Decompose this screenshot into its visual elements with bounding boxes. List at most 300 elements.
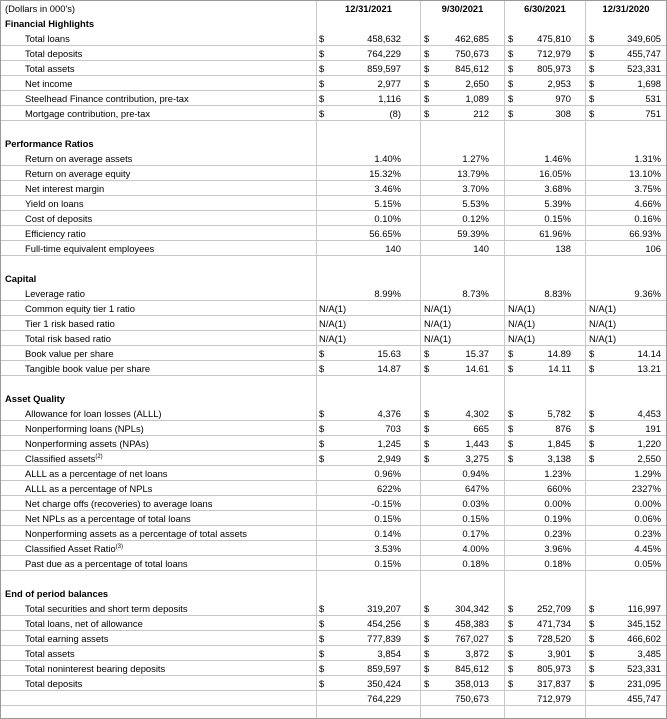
dollar-sign: $: [319, 633, 325, 644]
cell-value: 703: [385, 423, 401, 434]
row-label-text: Allowance for loan losses (ALLL): [25, 408, 162, 419]
row-label: [25, 556, 188, 571]
row-label: [25, 106, 150, 121]
section-title: Asset Quality: [5, 393, 65, 404]
dollar-sign: $: [424, 438, 430, 449]
dollar-sign: $: [319, 663, 325, 674]
table-row: [1, 496, 666, 511]
cell-na: N/A(1): [508, 333, 536, 344]
dollar-sign: $: [589, 348, 595, 359]
cell-value: 466,602: [627, 633, 661, 644]
cell-value: 4.00%: [462, 543, 489, 554]
dollar-sign: $: [589, 78, 595, 89]
cell-value: 523,331: [627, 63, 661, 74]
section-header-row: [1, 16, 666, 31]
row-label: [25, 676, 82, 691]
row-label: [25, 241, 154, 256]
cell-value: 14.61: [465, 363, 489, 374]
row-label: [25, 286, 85, 301]
cell-value: 751: [645, 108, 661, 119]
cell-value: 0.23%: [634, 528, 661, 539]
dollar-sign: $: [589, 453, 595, 464]
dollar-sign: $: [319, 408, 325, 419]
cell-value: 0.15%: [544, 213, 571, 224]
row-label: [25, 511, 191, 526]
dollar-sign: $: [424, 603, 430, 614]
cell-na: N/A(1): [589, 318, 617, 329]
dollar-sign: $: [508, 348, 514, 359]
dollar-sign: $: [508, 363, 514, 374]
dollar-sign: $: [589, 678, 595, 689]
dollar-sign: $: [319, 63, 325, 74]
cell-value: 455,747: [627, 693, 661, 704]
table-row: [1, 481, 666, 496]
cell-value: 2,550: [637, 453, 661, 464]
cell-value: 319,207: [367, 603, 401, 614]
cell-na: N/A(1): [508, 318, 536, 329]
table-row: [1, 511, 666, 526]
cell-value: 4,302: [465, 408, 489, 419]
row-label: [25, 436, 149, 451]
table-row: [1, 106, 666, 121]
dollar-sign: $: [424, 363, 430, 374]
table-row: [1, 361, 666, 376]
table-row: [1, 616, 666, 631]
column-divider: [420, 1, 421, 718]
cell-value: 0.96%: [374, 468, 401, 479]
cell-value: 622%: [377, 483, 401, 494]
dollar-sign: $: [424, 423, 430, 434]
row-label-text: Total earning assets: [25, 633, 109, 644]
row-label: [25, 346, 114, 361]
dollar-sign: $: [319, 93, 325, 104]
cell-value: 4.45%: [634, 543, 661, 554]
cell-value: 712,979: [537, 48, 571, 59]
column-divider: [504, 1, 505, 718]
cell-na: N/A(1): [319, 318, 347, 329]
cell-value: 317,837: [537, 678, 571, 689]
cell-value: 1,443: [465, 438, 489, 449]
dollar-sign: $: [508, 108, 514, 119]
cell-value: 9.36%: [634, 288, 661, 299]
cell-na: N/A(1): [319, 303, 347, 314]
row-label: [25, 31, 70, 46]
table-row: [1, 196, 666, 211]
table-row: [1, 331, 666, 346]
row-label-text: Book value per share: [25, 348, 114, 359]
cell-value: 523,331: [627, 663, 661, 674]
dollar-sign: $: [424, 648, 430, 659]
cell-value: 3,901: [547, 648, 571, 659]
table-row: [1, 61, 666, 76]
cell-value: 0.15%: [374, 558, 401, 569]
dollar-sign: $: [319, 48, 325, 59]
column-header: 9/30/2021: [441, 3, 484, 14]
cell-value: 660%: [547, 483, 571, 494]
table-row: [1, 346, 666, 361]
cell-value: 0.03%: [462, 498, 489, 509]
row-label: [25, 646, 75, 661]
dollar-sign: $: [589, 33, 595, 44]
cell-value: 1.23%: [544, 468, 571, 479]
dollar-sign: $: [424, 618, 430, 629]
table-row: [1, 691, 666, 706]
cell-value: 4,376: [377, 408, 401, 419]
table-row: [1, 526, 666, 541]
table-row: [1, 421, 666, 436]
dollar-sign: $: [424, 633, 430, 644]
dollar-sign: $: [589, 603, 595, 614]
row-label: [25, 46, 82, 61]
dollar-sign: $: [589, 48, 595, 59]
cell-value: 0.00%: [544, 498, 571, 509]
cell-value: 454,256: [367, 618, 401, 629]
row-label-text: Mortgage contribution, pre-tax: [25, 108, 151, 119]
cell-value: 252,709: [537, 603, 571, 614]
cell-value: 15.32%: [369, 168, 401, 179]
dollar-sign: $: [424, 108, 430, 119]
row-label: [25, 496, 212, 511]
cell-value: 3,872: [465, 648, 489, 659]
dollar-sign: $: [589, 363, 595, 374]
cell-value: 970: [555, 93, 571, 104]
cell-value: 350,424: [367, 678, 401, 689]
dollar-sign: $: [589, 438, 595, 449]
table-row: [1, 631, 666, 646]
cell-value: 231,095: [627, 678, 661, 689]
row-label-text: Net income: [25, 78, 73, 89]
cell-na: N/A(1): [508, 303, 536, 314]
row-label: [25, 526, 247, 541]
cell-na: N/A(1): [589, 303, 617, 314]
cell-value: 3.68%: [544, 183, 571, 194]
dollar-sign: $: [424, 78, 430, 89]
row-label: [25, 661, 165, 676]
cell-value: 3.53%: [374, 543, 401, 554]
table-row: [1, 286, 666, 301]
section-header-row: [1, 271, 666, 286]
cell-value: 859,597: [367, 63, 401, 74]
section-header-row: [1, 586, 666, 601]
cell-value: 61.96%: [539, 228, 571, 239]
dollar-sign: $: [319, 348, 325, 359]
row-label-text: Nonperforming assets as a percentage of total assets: [25, 528, 247, 539]
row-label-text: Net charge offs (recoveries) to average loans: [25, 498, 213, 509]
table-row: [1, 151, 666, 166]
row-label-text: ALLL as a percentage of NPLs: [25, 483, 153, 494]
cell-value: 471,734: [537, 618, 571, 629]
cell-value: 8.73%: [462, 288, 489, 299]
dollar-sign: $: [319, 108, 325, 119]
row-label: [25, 211, 92, 226]
dollar-sign: $: [319, 678, 325, 689]
cell-value: 764,229: [367, 48, 401, 59]
cell-value: 0.05%: [634, 558, 661, 569]
dollar-sign: $: [589, 63, 595, 74]
table-row: [1, 31, 666, 46]
dollar-sign: $: [424, 663, 430, 674]
dollar-sign: $: [589, 648, 595, 659]
table-row: [1, 436, 666, 451]
table-row: [1, 241, 666, 256]
dollar-sign: $: [424, 453, 430, 464]
dollar-sign: $: [319, 603, 325, 614]
row-label-text: Total loans: [25, 33, 70, 44]
table-row: [1, 316, 666, 331]
cell-value: 805,973: [537, 63, 571, 74]
cell-value: 0.15%: [374, 513, 401, 524]
cell-value: 14.87: [377, 363, 401, 374]
row-label-text: Yield on loans: [25, 198, 84, 209]
dollar-sign: $: [589, 93, 595, 104]
cell-value: 2,977: [377, 78, 401, 89]
table-row: [1, 466, 666, 481]
row-label-text: Total assets: [25, 648, 75, 659]
cell-value: 805,973: [537, 663, 571, 674]
cell-value: 14.11: [548, 363, 571, 374]
cell-value: 0.00%: [634, 498, 661, 509]
cell-value: 5.39%: [544, 198, 571, 209]
dollar-sign: $: [508, 438, 514, 449]
cell-value: 2,953: [547, 78, 571, 89]
dollar-sign: $: [319, 423, 325, 434]
section-title: Financial Highlights: [5, 18, 95, 29]
cell-value: 4.66%: [634, 198, 661, 209]
cell-value: 475,810: [537, 33, 571, 44]
cell-value: 8.99%: [374, 288, 401, 299]
cell-value: 56.65%: [369, 228, 401, 239]
dollar-sign: $: [508, 633, 514, 644]
cell-value: 458,383: [455, 618, 489, 629]
column-header: 6/30/2021: [524, 3, 566, 14]
cell-value: 13.10%: [629, 168, 661, 179]
row-label: [25, 466, 167, 481]
row-label: [25, 616, 143, 631]
table-row: [1, 301, 666, 316]
row-label-text: Efficiency ratio: [25, 228, 86, 239]
cell-value: 0.14%: [374, 528, 401, 539]
row-label: [25, 451, 103, 466]
cell-value: 8.83%: [544, 288, 571, 299]
row-label: [25, 61, 75, 76]
cell-value: 4,453: [637, 408, 661, 419]
cell-value: 5,782: [547, 408, 571, 419]
cell-value: 1.29%: [634, 468, 661, 479]
cell-na: N/A(1): [319, 333, 347, 344]
dollar-sign: $: [508, 33, 514, 44]
table-row: [1, 406, 666, 421]
cell-value: 191: [645, 423, 661, 434]
table-row: [1, 451, 666, 466]
cell-value: -0.15%: [371, 498, 401, 509]
cell-value: 3,485: [637, 648, 661, 659]
cell-value: 0.19%: [544, 513, 571, 524]
cell-value: 1.31%: [634, 153, 661, 164]
row-label-text: Total deposits: [25, 48, 83, 59]
cell-value: 3.96%: [544, 543, 571, 554]
cell-na: N/A(1): [424, 333, 452, 344]
row-label: [25, 421, 144, 436]
cell-na: N/A(1): [589, 333, 617, 344]
cell-value: 14.89: [547, 348, 571, 359]
cell-value: 0.23%: [544, 528, 571, 539]
cell-value: 2,949: [377, 453, 401, 464]
cell-value: 345,152: [627, 618, 661, 629]
cell-value: 13.21: [637, 363, 661, 374]
row-label-text: Common equity tier 1 ratio: [25, 303, 135, 314]
row-label-text: Nonperforming assets (NPAs): [25, 438, 149, 449]
cell-value: 14.14: [637, 348, 661, 359]
cell-value: 212: [473, 108, 489, 119]
units-label: (Dollars in 000's): [5, 3, 76, 14]
cell-value: 750,673: [455, 693, 489, 704]
cell-value: 15.37: [465, 348, 489, 359]
cell-value: 116,997: [627, 603, 661, 614]
dollar-sign: $: [424, 678, 430, 689]
row-label-text: Full-time equivalent employees: [25, 243, 155, 254]
footnote-marker: (2): [95, 454, 103, 460]
cell-value: 845,612: [455, 663, 489, 674]
section-header-row: [1, 136, 666, 151]
dollar-sign: $: [424, 63, 430, 74]
dollar-sign: $: [508, 63, 514, 74]
table-row: [1, 661, 666, 676]
dollar-sign: $: [319, 618, 325, 629]
table-row: [1, 601, 666, 616]
row-label-text: Past due as a percentage of total loans: [25, 558, 188, 569]
row-label: [25, 631, 108, 646]
row-label-text: Total securities and short term deposits: [25, 603, 188, 614]
row-label: [25, 166, 130, 181]
dollar-sign: $: [589, 423, 595, 434]
dollar-sign: $: [589, 108, 595, 119]
cell-value: 728,520: [537, 633, 571, 644]
table-row: [1, 211, 666, 226]
cell-value: 458,632: [367, 33, 401, 44]
header-row: [1, 1, 666, 16]
cell-value: 0.10%: [374, 213, 401, 224]
row-label: [25, 316, 115, 331]
cell-value: 1,845: [547, 438, 571, 449]
dollar-sign: $: [319, 363, 325, 374]
cell-value: 349,605: [627, 33, 661, 44]
dollar-sign: $: [508, 603, 514, 614]
cell-value: 59.39%: [457, 228, 489, 239]
table-row: [1, 226, 666, 241]
row-label-text: Leverage ratio: [25, 288, 85, 299]
cell-value: 764,229: [367, 693, 401, 704]
cell-value: 462,685: [455, 33, 489, 44]
row-label-text: Total risk based ratio: [25, 333, 111, 344]
section-title: End of period balances: [5, 588, 109, 599]
row-label-text: Total noninterest bearing deposits: [25, 663, 166, 674]
cell-value: 3.46%: [374, 183, 401, 194]
dollar-sign: $: [589, 408, 595, 419]
cell-value: 767,027: [455, 633, 489, 644]
cell-value: 0.18%: [462, 558, 489, 569]
table-row: [1, 556, 666, 571]
cell-value: 13.79%: [457, 168, 489, 179]
cell-value: 1,245: [377, 438, 401, 449]
dollar-sign: $: [319, 648, 325, 659]
cell-value: 845,612: [455, 63, 489, 74]
footnote-marker: (3): [115, 544, 124, 550]
cell-value: 140: [473, 243, 489, 254]
cell-value: 1.40%: [374, 153, 401, 164]
cell-value: 665: [473, 423, 489, 434]
dollar-sign: $: [424, 408, 430, 419]
dollar-sign: $: [589, 618, 595, 629]
cell-value: 0.18%: [544, 558, 571, 569]
dollar-sign: $: [589, 663, 595, 674]
row-label-text: Total assets: [25, 63, 75, 74]
row-label-text: Total deposits: [25, 678, 83, 689]
row-label-text: Classified Asset Ratio: [25, 543, 116, 554]
cell-value: 304,342: [455, 603, 489, 614]
cell-na: N/A(1): [424, 303, 452, 314]
cell-value: 0.15%: [462, 513, 489, 524]
row-label: [25, 361, 150, 376]
row-label-text: Total loans, net of allowance: [25, 618, 143, 629]
dollar-sign: $: [508, 648, 514, 659]
row-label-text: Return on average assets: [25, 153, 133, 164]
cell-value: 140: [385, 243, 401, 254]
cell-value: 3,275: [465, 453, 489, 464]
cell-value: 66.93%: [629, 228, 661, 239]
cell-value: 2327%: [631, 483, 661, 494]
section-title: Performance Ratios: [5, 138, 94, 149]
section-header-row: [1, 391, 666, 406]
cell-value: 3.75%: [634, 183, 661, 194]
cell-value: 1.46%: [544, 153, 571, 164]
dollar-sign: $: [508, 678, 514, 689]
cell-value: 138: [555, 243, 571, 254]
dollar-sign: $: [424, 93, 430, 104]
cell-value: 876: [555, 423, 571, 434]
row-label: [25, 301, 135, 316]
cell-value: 5.53%: [462, 198, 489, 209]
cell-value: 358,013: [455, 678, 489, 689]
row-label-text: Net NPLs as a percentage of total loans: [25, 513, 191, 524]
cell-value: 712,979: [537, 693, 571, 704]
dollar-sign: $: [424, 348, 430, 359]
table-row: [1, 541, 666, 556]
cell-value: 0.06%: [634, 513, 661, 524]
table-row: [1, 76, 666, 91]
dollar-sign: $: [508, 408, 514, 419]
row-label: [25, 406, 162, 421]
section-title: Capital: [5, 273, 37, 284]
cell-value: 3,138: [547, 453, 571, 464]
column-divider: [316, 1, 317, 718]
row-label: [25, 196, 84, 211]
row-label: [25, 226, 86, 241]
dollar-sign: $: [319, 438, 325, 449]
column-divider: [585, 1, 586, 718]
cell-value: 15.63: [377, 348, 401, 359]
row-label-text: ALLL as a percentage of net loans: [25, 468, 168, 479]
cell-value: 777,839: [367, 633, 401, 644]
row-label: [25, 91, 189, 106]
row-label: [25, 601, 188, 616]
cell-value: 5.15%: [374, 198, 401, 209]
row-label-text: Return on average equity: [25, 168, 131, 179]
cell-value: 455,747: [627, 48, 661, 59]
cell-value: 1,116: [378, 93, 401, 104]
cell-value: 0.16%: [634, 213, 661, 224]
row-label: [25, 481, 152, 496]
cell-value: 308: [555, 108, 571, 119]
